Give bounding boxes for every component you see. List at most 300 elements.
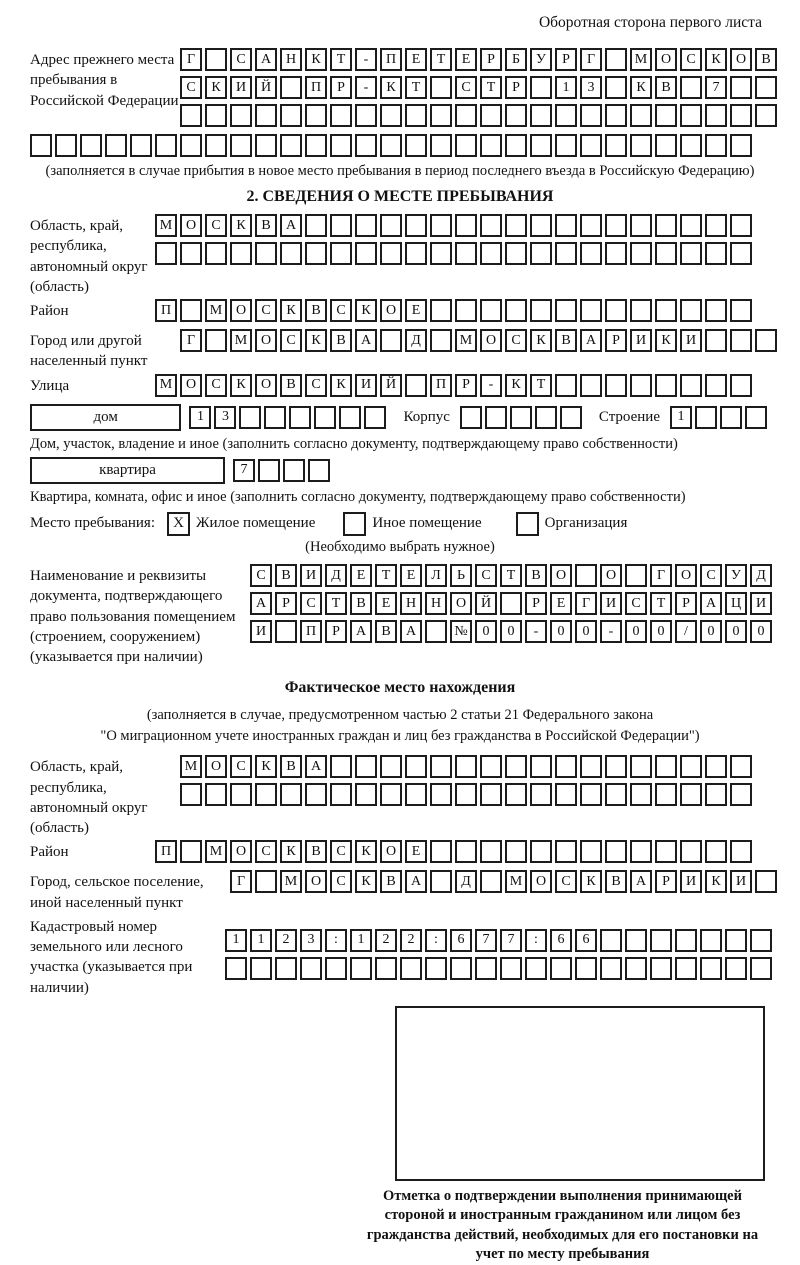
char-cell — [580, 134, 602, 157]
char-cell — [80, 134, 102, 157]
char-cell — [705, 783, 727, 806]
char-cell — [605, 374, 627, 397]
char-cell: М — [205, 840, 227, 863]
char-cell — [720, 406, 742, 429]
char-cell: А — [305, 755, 327, 778]
char-cell — [575, 564, 597, 587]
char-cell — [730, 134, 752, 157]
checkbox-inoe — [343, 512, 366, 536]
char-cell: И — [730, 870, 752, 893]
char-cell — [555, 134, 577, 157]
house-box: дом — [30, 404, 181, 431]
char-cell — [505, 840, 527, 863]
char-cell — [750, 957, 772, 980]
option-organizaciya-label: Организация — [544, 515, 628, 532]
char-cell: Р — [325, 620, 347, 643]
char-cell: В — [380, 870, 402, 893]
char-cell: А — [400, 620, 422, 643]
char-cell — [255, 783, 277, 806]
char-cell — [755, 104, 777, 127]
prev-address-note: (заполняется в случае прибытия в новое место пребывания в период последнего въезда в Российскую Федерацию) — [45, 163, 755, 179]
char-cell: С — [250, 564, 272, 587]
char-cell — [655, 783, 677, 806]
region-row-1 — [155, 214, 770, 237]
char-cell — [530, 755, 552, 778]
char-cell — [255, 242, 277, 265]
char-cell: 3 — [580, 76, 602, 99]
char-cell: О — [255, 374, 277, 397]
char-cell: Т — [530, 374, 552, 397]
char-cell — [680, 299, 702, 322]
char-cell: К — [505, 374, 527, 397]
char-cell: С — [305, 374, 327, 397]
char-cell — [430, 783, 452, 806]
char-cell: В — [375, 620, 397, 643]
char-cell — [258, 459, 280, 482]
char-cell: О — [205, 755, 227, 778]
char-cell — [705, 104, 727, 127]
char-cell — [480, 870, 502, 893]
char-cell — [730, 299, 752, 322]
char-cell: С — [230, 755, 252, 778]
char-cell — [730, 755, 752, 778]
char-cell — [655, 134, 677, 157]
char-cell — [180, 783, 202, 806]
char-cell — [455, 134, 477, 157]
region-label: Область, край, республика, автономный округ (область) — [30, 218, 148, 295]
char-cell: К — [655, 329, 677, 352]
char-cell — [630, 783, 652, 806]
char-cell: / — [675, 620, 697, 643]
char-cell: Е — [550, 592, 572, 615]
city-row — [180, 329, 780, 352]
char-cell: К — [380, 76, 402, 99]
char-cell: К — [305, 329, 327, 352]
char-cell — [555, 214, 577, 237]
char-cell — [430, 134, 452, 157]
char-cell — [625, 929, 647, 952]
char-cell — [730, 329, 752, 352]
char-cell — [630, 299, 652, 322]
char-cell — [130, 134, 152, 157]
stamp-box — [395, 1006, 765, 1181]
house-note: Дом, участок, владение и иное (заполнить согласно документу, подтверждающему право собственности) — [30, 435, 678, 452]
char-cell — [605, 48, 627, 71]
char-cell: Н — [425, 592, 447, 615]
char-cell: 7 — [475, 929, 497, 952]
char-cell — [650, 929, 672, 952]
char-cell — [480, 134, 502, 157]
char-cell: М — [230, 329, 252, 352]
korpus-cells — [460, 406, 585, 429]
char-cell: Г — [575, 592, 597, 615]
char-cell — [680, 76, 702, 99]
char-cell — [725, 929, 747, 952]
char-cell — [255, 870, 277, 893]
char-cell — [455, 242, 477, 265]
char-cell: А — [580, 329, 602, 352]
char-cell: Т — [405, 76, 427, 99]
char-cell — [505, 134, 527, 157]
char-cell: К — [630, 76, 652, 99]
char-cell — [680, 242, 702, 265]
char-cell — [275, 957, 297, 980]
char-cell — [530, 840, 552, 863]
char-cell — [305, 104, 327, 127]
char-cell — [505, 783, 527, 806]
char-cell: 2 — [275, 929, 297, 952]
fact-city-label: Город, сельское поселение, иной населенный пункт — [30, 874, 204, 911]
char-cell: Е — [405, 48, 427, 71]
char-cell: К — [305, 48, 327, 71]
char-cell — [630, 374, 652, 397]
char-cell — [500, 957, 522, 980]
char-cell — [430, 214, 452, 237]
char-cell — [405, 755, 427, 778]
char-cell — [280, 242, 302, 265]
char-cell — [480, 755, 502, 778]
street-group — [30, 374, 770, 402]
region-row-2 — [155, 242, 770, 265]
char-cell: С — [680, 48, 702, 71]
char-cell — [605, 755, 627, 778]
char-cell — [264, 406, 286, 429]
char-cell — [55, 134, 77, 157]
char-cell: С — [475, 564, 497, 587]
char-cell — [355, 134, 377, 157]
char-cell — [625, 957, 647, 980]
char-cell — [375, 957, 397, 980]
char-cell — [180, 104, 202, 127]
char-cell — [705, 134, 727, 157]
char-cell: П — [155, 299, 177, 322]
char-cell — [230, 242, 252, 265]
char-cell — [580, 840, 602, 863]
fact-region-row-2 — [180, 783, 770, 806]
option-zhiloe-label: Жилое помещение — [196, 515, 316, 532]
char-cell — [455, 104, 477, 127]
char-cell: О — [230, 840, 252, 863]
char-cell: Д — [750, 564, 772, 587]
char-cell: М — [505, 870, 527, 893]
char-cell: - — [355, 76, 377, 99]
char-cell: Е — [350, 564, 372, 587]
char-cell: : — [325, 929, 347, 952]
char-cell: Г — [650, 564, 672, 587]
char-cell — [230, 783, 252, 806]
char-cell: В — [330, 329, 352, 352]
char-cell: С — [230, 48, 252, 71]
district-group — [30, 299, 770, 327]
section2-title: 2. СВЕДЕНИЯ О МЕСТЕ ПРЕБЫВАНИЯ — [246, 188, 554, 206]
char-cell — [705, 299, 727, 322]
char-cell: О — [255, 329, 277, 352]
char-cell — [405, 104, 427, 127]
char-cell — [605, 783, 627, 806]
char-cell — [755, 870, 777, 893]
char-cell — [630, 242, 652, 265]
char-cell — [630, 840, 652, 863]
char-cell — [455, 755, 477, 778]
char-cell — [695, 406, 717, 429]
char-cell: А — [250, 592, 272, 615]
char-cell: К — [530, 329, 552, 352]
char-cell: Н — [280, 48, 302, 71]
char-cell: 1 — [555, 76, 577, 99]
char-cell: Б — [505, 48, 527, 71]
char-cell: Р — [605, 329, 627, 352]
char-cell — [289, 406, 311, 429]
city-label: Город или другой населенный пункт — [30, 333, 148, 370]
char-cell — [730, 104, 752, 127]
char-cell — [485, 406, 507, 429]
char-cell: О — [655, 48, 677, 71]
city-group — [30, 329, 770, 372]
district-row — [155, 299, 770, 322]
char-cell — [250, 957, 272, 980]
char-cell: Й — [475, 592, 497, 615]
char-cell: О — [730, 48, 752, 71]
char-cell — [480, 299, 502, 322]
char-cell — [330, 134, 352, 157]
char-cell — [480, 840, 502, 863]
char-cell — [155, 134, 177, 157]
char-cell: К — [205, 76, 227, 99]
char-cell: К — [705, 48, 727, 71]
char-cell: Е — [375, 592, 397, 615]
char-cell — [430, 76, 452, 99]
char-cell: № — [450, 620, 472, 643]
char-cell: - — [525, 620, 547, 643]
char-cell: О — [450, 592, 472, 615]
char-cell — [730, 76, 752, 99]
char-cell — [405, 374, 427, 397]
char-cell — [480, 214, 502, 237]
street-label: Улица — [30, 377, 70, 394]
char-cell: О — [180, 214, 202, 237]
char-cell — [305, 134, 327, 157]
char-cell — [680, 134, 702, 157]
region-group — [30, 214, 770, 297]
char-cell: В — [280, 755, 302, 778]
apartment-box: квартира — [30, 457, 225, 484]
char-cell: П — [305, 76, 327, 99]
char-cell: У — [530, 48, 552, 71]
char-cell: С — [180, 76, 202, 99]
char-cell — [625, 564, 647, 587]
char-cell — [205, 134, 227, 157]
char-cell — [280, 104, 302, 127]
char-cell: 6 — [450, 929, 472, 952]
char-cell — [425, 620, 447, 643]
char-cell: 2 — [400, 929, 422, 952]
char-cell: Е — [405, 840, 427, 863]
char-cell — [480, 104, 502, 127]
char-cell: Р — [275, 592, 297, 615]
char-cell — [530, 299, 552, 322]
char-cell: - — [600, 620, 622, 643]
char-cell: Д — [455, 870, 477, 893]
char-cell: В — [255, 214, 277, 237]
char-cell: К — [230, 214, 252, 237]
char-cell: М — [280, 870, 302, 893]
char-cell — [680, 840, 702, 863]
char-cell — [580, 783, 602, 806]
document-label: Наименование и реквизиты документа, подтверждающего право пользования помещением (строением, сооружением) (указывается при наличии) — [30, 568, 236, 665]
char-cell: А — [350, 620, 372, 643]
char-cell: М — [455, 329, 477, 352]
char-cell: Н — [400, 592, 422, 615]
actual-location-note-1: (заполняется в случае, предусмотренном частью 2 статьи 21 Федерального закона — [146, 707, 654, 724]
char-cell — [630, 214, 652, 237]
char-cell: И — [355, 374, 377, 397]
char-cell — [655, 374, 677, 397]
char-cell: К — [355, 299, 377, 322]
char-cell — [530, 783, 552, 806]
char-cell — [530, 76, 552, 99]
char-cell — [530, 104, 552, 127]
char-cell — [305, 783, 327, 806]
char-cell — [530, 214, 552, 237]
char-cell: К — [355, 870, 377, 893]
char-cell — [655, 755, 677, 778]
char-cell: О — [380, 840, 402, 863]
char-cell: О — [180, 374, 202, 397]
char-cell: Т — [375, 564, 397, 587]
stay-type-row — [30, 512, 770, 536]
char-cell — [355, 214, 377, 237]
char-cell: К — [280, 840, 302, 863]
char-cell: О — [600, 564, 622, 587]
char-cell: Г — [230, 870, 252, 893]
char-cell — [705, 242, 727, 265]
char-cell — [405, 134, 427, 157]
char-cell — [680, 214, 702, 237]
char-cell — [705, 755, 727, 778]
char-cell — [205, 48, 227, 71]
house-row — [30, 404, 770, 431]
char-cell — [283, 459, 305, 482]
char-cell: 0 — [575, 620, 597, 643]
fact-district-row — [155, 840, 770, 863]
char-cell: П — [380, 48, 402, 71]
char-cell — [605, 214, 627, 237]
char-cell: А — [700, 592, 722, 615]
char-cell: И — [680, 329, 702, 352]
char-cell: М — [630, 48, 652, 71]
char-cell: В — [525, 564, 547, 587]
page-header: Оборотная сторона первого листа — [538, 14, 762, 31]
char-cell: С — [255, 299, 277, 322]
char-cell — [405, 242, 427, 265]
char-cell: С — [255, 840, 277, 863]
char-cell — [655, 214, 677, 237]
char-cell — [230, 134, 252, 157]
checkbox-zhiloe: X — [167, 512, 190, 536]
char-cell — [480, 242, 502, 265]
char-cell: - — [480, 374, 502, 397]
char-cell: Г — [180, 329, 202, 352]
apartment-note: Квартира, комната, офис и иное (заполнить согласно документу, подтверждающему право собственности) — [30, 488, 686, 505]
char-cell: С — [280, 329, 302, 352]
char-cell: : — [525, 929, 547, 952]
char-cell — [705, 374, 727, 397]
char-cell — [605, 76, 627, 99]
char-cell — [180, 840, 202, 863]
cadastral-row-1 — [225, 929, 775, 952]
char-cell — [605, 299, 627, 322]
char-cell: Р — [455, 374, 477, 397]
char-cell — [680, 755, 702, 778]
char-cell: Т — [480, 76, 502, 99]
char-cell — [239, 406, 261, 429]
char-cell — [105, 134, 127, 157]
char-cell — [380, 104, 402, 127]
char-cell: С — [300, 592, 322, 615]
char-cell — [430, 840, 452, 863]
char-cell — [430, 870, 452, 893]
char-cell: 1 — [350, 929, 372, 952]
char-cell — [500, 592, 522, 615]
char-cell: С — [205, 214, 227, 237]
char-cell: 7 — [233, 459, 255, 482]
char-cell — [580, 299, 602, 322]
char-cell — [330, 104, 352, 127]
char-cell — [460, 406, 482, 429]
char-cell: И — [300, 564, 322, 587]
char-cell — [655, 840, 677, 863]
char-cell: Р — [505, 76, 527, 99]
char-cell: Г — [580, 48, 602, 71]
char-cell — [455, 840, 477, 863]
char-cell — [475, 957, 497, 980]
char-cell — [680, 783, 702, 806]
char-cell — [364, 406, 386, 429]
char-cell: 1 — [225, 929, 247, 952]
stamp-caption: Отметка о подтверждении выполнения принимающей стороной и иностранным гражданином или лицом без гражданства действий, необходимых для его постановки на учет по месту пребывания — [366, 1187, 759, 1263]
char-cell — [380, 783, 402, 806]
actual-location-note-2: "О миграционном учете иностранных граждан и лиц без гражданства в Российской Федерации") — [100, 728, 700, 745]
char-cell — [730, 214, 752, 237]
char-cell: 0 — [500, 620, 522, 643]
char-cell: У — [725, 564, 747, 587]
char-cell — [355, 104, 377, 127]
char-cell: - — [355, 48, 377, 71]
actual-location-title: Фактическое место нахождения — [284, 679, 516, 697]
char-cell — [630, 104, 652, 127]
char-cell: Д — [325, 564, 347, 587]
fact-city-group — [30, 870, 770, 913]
char-cell — [405, 214, 427, 237]
char-cell — [555, 299, 577, 322]
char-cell: Т — [430, 48, 452, 71]
char-cell: Т — [330, 48, 352, 71]
char-cell — [155, 242, 177, 265]
char-cell — [700, 957, 722, 980]
char-cell — [730, 783, 752, 806]
char-cell — [308, 459, 330, 482]
char-cell — [600, 929, 622, 952]
char-cell: 3 — [300, 929, 322, 952]
char-cell — [455, 783, 477, 806]
prev-address-label: Адрес прежнего места пребывания в Российской Федерации — [30, 52, 179, 109]
char-cell: И — [680, 870, 702, 893]
char-cell: С — [205, 374, 227, 397]
char-cell: М — [155, 214, 177, 237]
char-cell — [230, 104, 252, 127]
char-cell — [555, 374, 577, 397]
char-cell — [330, 214, 352, 237]
